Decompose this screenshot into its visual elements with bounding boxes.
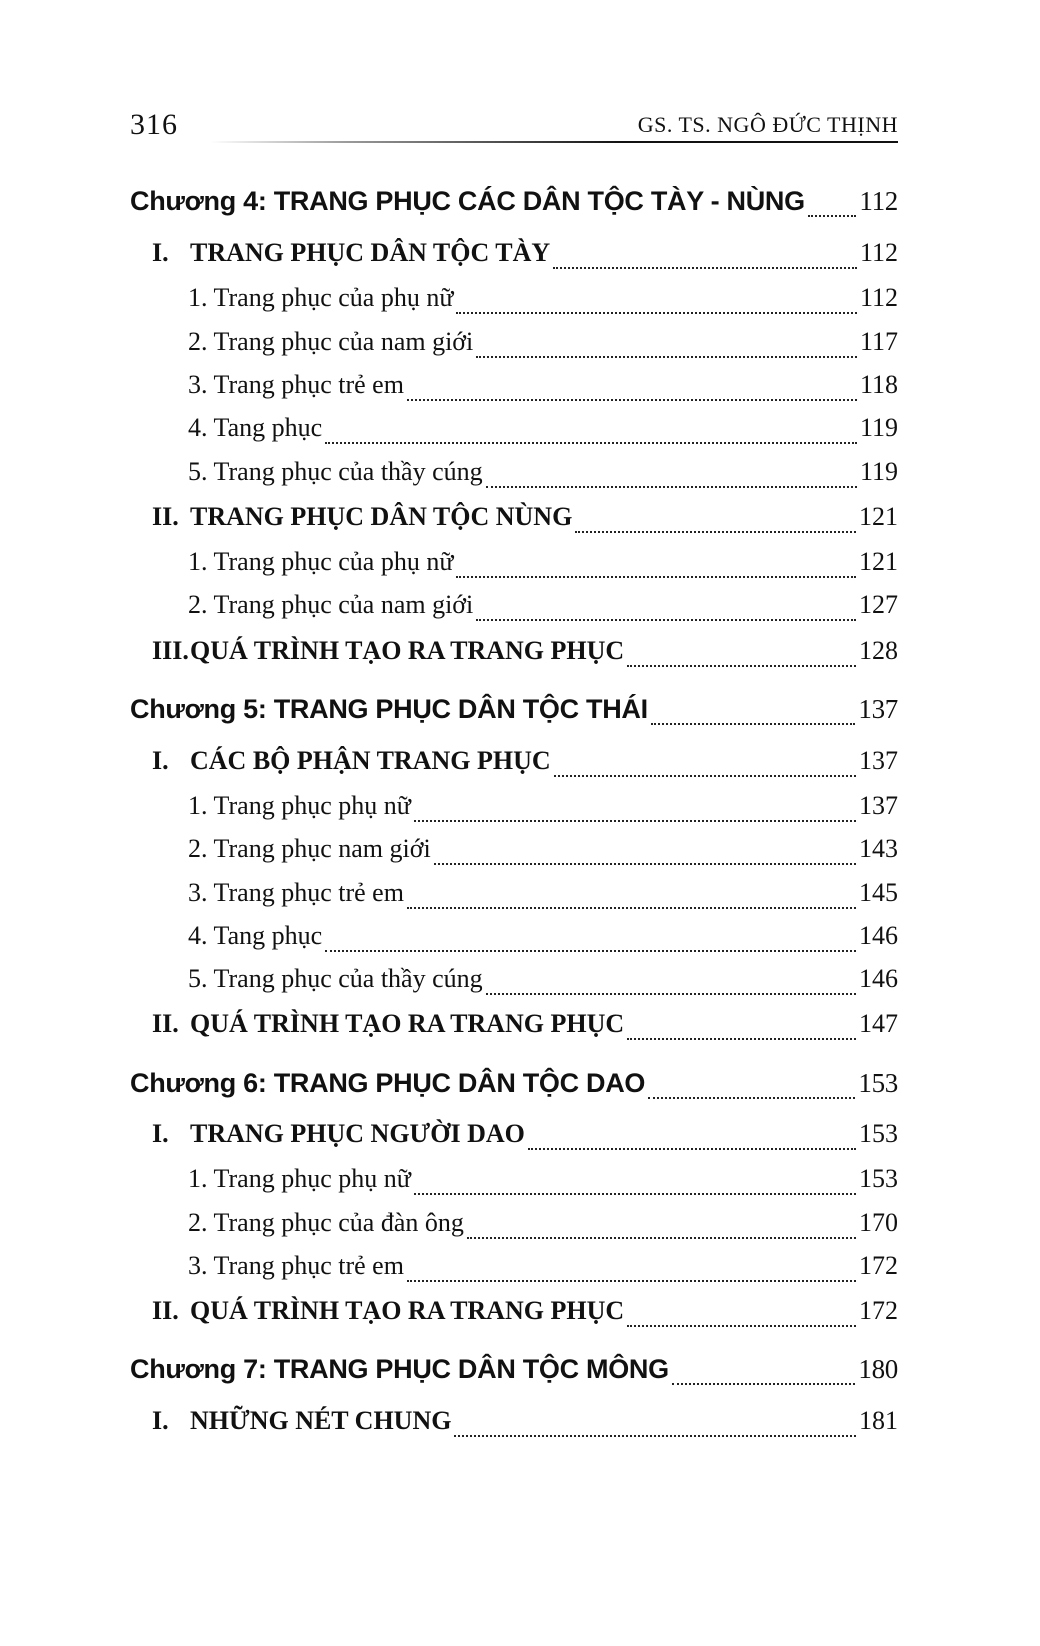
toc-page-number: 147 (859, 1009, 898, 1038)
toc-chapter (130, 1068, 898, 1108)
toc-entry-label (152, 636, 624, 666)
toc-entry-label: 2. Trang phục của đàn ông (188, 1208, 464, 1237)
toc-item (130, 590, 898, 630)
toc-section (130, 1009, 898, 1049)
dot-leader (407, 906, 856, 909)
toc-page-number: 181 (859, 1406, 898, 1435)
running-head: GS. TS. NGÔ ĐỨC THỊNH (637, 112, 898, 137)
toc-chapter (130, 186, 898, 226)
dot-leader (434, 862, 856, 865)
toc-entry-label (152, 1119, 525, 1149)
toc-item (130, 921, 898, 961)
toc-entry-label: 1. Trang phục của phụ nữ (188, 547, 454, 576)
toc-entry-label: 2. Trang phục của nam giới (188, 327, 474, 356)
section-number: I. (152, 1406, 169, 1435)
toc-page-number: 153 (858, 1068, 898, 1098)
section-title: TRANG PHỤC NGƯỜI DAO (190, 1119, 525, 1148)
toc-page-number: 146 (859, 964, 898, 993)
toc-entry-label: 1. Trang phục của phụ nữ (188, 283, 454, 312)
dot-leader (486, 485, 857, 488)
toc-page-number: 121 (859, 547, 898, 576)
toc-entry-label: Chương 7: TRANG PHỤC DÂN TỘC MÔNG (130, 1354, 669, 1384)
toc-item (130, 834, 898, 874)
toc-entry-label: 3. Trang phục trẻ em (188, 370, 404, 399)
toc-item (130, 791, 898, 831)
toc-section (130, 1119, 898, 1159)
section-title: TRANG PHỤC DÂN TỘC TÀY (190, 238, 551, 267)
toc-entry-label: 3. Trang phục trẻ em (188, 1251, 404, 1280)
dot-leader (454, 1434, 856, 1437)
toc-section (130, 502, 898, 542)
toc-entry-label (152, 746, 551, 776)
toc-item (130, 878, 898, 918)
toc-page-number: 153 (859, 1164, 898, 1193)
toc-page-number: 128 (859, 636, 898, 665)
toc-page-number: 119 (859, 457, 898, 486)
dot-leader (325, 441, 857, 444)
toc-entry-label: 2. Trang phục nam giới (188, 834, 431, 863)
dot-leader (672, 1382, 856, 1385)
toc-section (130, 1406, 898, 1446)
dot-leader (627, 1037, 856, 1040)
toc-section (130, 238, 898, 278)
toc-item (130, 413, 898, 453)
toc-item (130, 547, 898, 587)
toc-entry-label: 4. Tang phục (188, 921, 323, 950)
section-title: TRANG PHỤC DÂN TỘC NÙNG (190, 502, 573, 531)
toc-entry-label: 5. Trang phục của thầy cúng (188, 964, 483, 993)
dot-leader (528, 1147, 856, 1150)
dot-leader (486, 992, 856, 995)
toc-page-number: 153 (859, 1119, 898, 1148)
toc-entry-label: Chương 4: TRANG PHỤC CÁC DÂN TỘC TÀY - NÙNG (130, 186, 805, 216)
section-title: QUÁ TRÌNH TẠO RA TRANG PHỤC (190, 636, 625, 665)
toc-page-number: 117 (859, 327, 898, 356)
toc-page-number: 143 (859, 834, 898, 863)
toc-page-number: 112 (859, 238, 898, 267)
toc-chapter (130, 1354, 898, 1394)
dot-leader (467, 1236, 856, 1239)
dot-leader (407, 1279, 856, 1282)
dot-leader (651, 722, 856, 725)
toc-page-number: 112 (859, 186, 898, 216)
toc-entry-label: 4. Tang phục (188, 413, 323, 442)
toc-page-number: 137 (858, 694, 898, 724)
toc-page-number: 180 (858, 1354, 898, 1384)
toc-section (130, 636, 898, 676)
toc-page-number: 119 (859, 413, 898, 442)
section-title: QUÁ TRÌNH TẠO RA TRANG PHỤC (190, 1296, 625, 1325)
toc-page-number: 137 (859, 791, 898, 820)
dot-leader (553, 266, 857, 269)
dot-leader (554, 774, 856, 777)
toc-entry-label (152, 1296, 624, 1326)
toc-entry-label: 1. Trang phục phụ nữ (188, 1164, 411, 1193)
toc-entry-label: 3. Trang phục trẻ em (188, 878, 404, 907)
dot-leader (414, 819, 856, 822)
toc-page-number: 145 (859, 878, 898, 907)
dot-leader (456, 311, 857, 314)
toc-page-number: 137 (859, 746, 898, 775)
toc-item (130, 1251, 898, 1291)
section-number: II. (152, 502, 179, 531)
section-number: II. (152, 1296, 179, 1325)
toc-entry-label (152, 238, 550, 268)
toc-section (130, 1296, 898, 1336)
toc-item (130, 1208, 898, 1248)
dot-leader (407, 398, 857, 401)
dot-leader (476, 618, 856, 621)
toc-page-number: 118 (859, 370, 898, 399)
toc-item (130, 370, 898, 410)
section-number: III. (152, 636, 189, 665)
toc-chapter (130, 694, 898, 734)
toc-entry-label: 1. Trang phục phụ nữ (188, 791, 411, 820)
section-number: I. (152, 1119, 169, 1148)
header-rule (210, 141, 898, 143)
toc-page-number: 146 (859, 921, 898, 950)
section-title: NHỮNG NÉT CHUNG (190, 1406, 452, 1435)
toc-item (130, 283, 898, 323)
toc-entry-label (152, 1009, 624, 1039)
toc-entry-label: Chương 5: TRANG PHỤC DÂN TỘC THÁI (130, 694, 648, 724)
toc-section (130, 746, 898, 786)
dot-leader (808, 214, 857, 217)
toc-page-number: 127 (859, 590, 898, 619)
dot-leader (414, 1192, 856, 1195)
dot-leader (627, 664, 856, 667)
dot-leader (325, 949, 856, 952)
section-title: CÁC BỘ PHẬN TRANG PHỤC (190, 746, 551, 775)
toc-page-number: 121 (859, 502, 898, 531)
toc-item (130, 964, 898, 1004)
toc-entry-label: Chương 6: TRANG PHỤC DÂN TỘC DAO (130, 1068, 646, 1098)
toc-item (130, 327, 898, 367)
toc-item (130, 457, 898, 497)
toc-entry-label (152, 1406, 451, 1436)
dot-leader (476, 355, 857, 358)
toc-page-number: 172 (859, 1251, 898, 1280)
section-title: QUÁ TRÌNH TẠO RA TRANG PHỤC (190, 1009, 625, 1038)
toc-page-number: 170 (859, 1208, 898, 1237)
toc-page-number: 172 (859, 1296, 898, 1325)
toc-entry-label: 5. Trang phục của thầy cúng (188, 457, 483, 486)
toc-item (130, 1164, 898, 1204)
section-number: I. (152, 746, 169, 775)
section-number: II. (152, 1009, 179, 1038)
dot-leader (456, 575, 856, 578)
dot-leader (648, 1096, 855, 1099)
toc-page-number: 112 (859, 283, 898, 312)
section-number: I. (152, 238, 169, 267)
dot-leader (627, 1324, 856, 1327)
toc-entry-label (152, 502, 572, 532)
page-number: 316 (130, 108, 178, 141)
page-header (130, 108, 898, 148)
dot-leader (575, 530, 856, 533)
toc-entry-label: 2. Trang phục của nam giới (188, 590, 474, 619)
